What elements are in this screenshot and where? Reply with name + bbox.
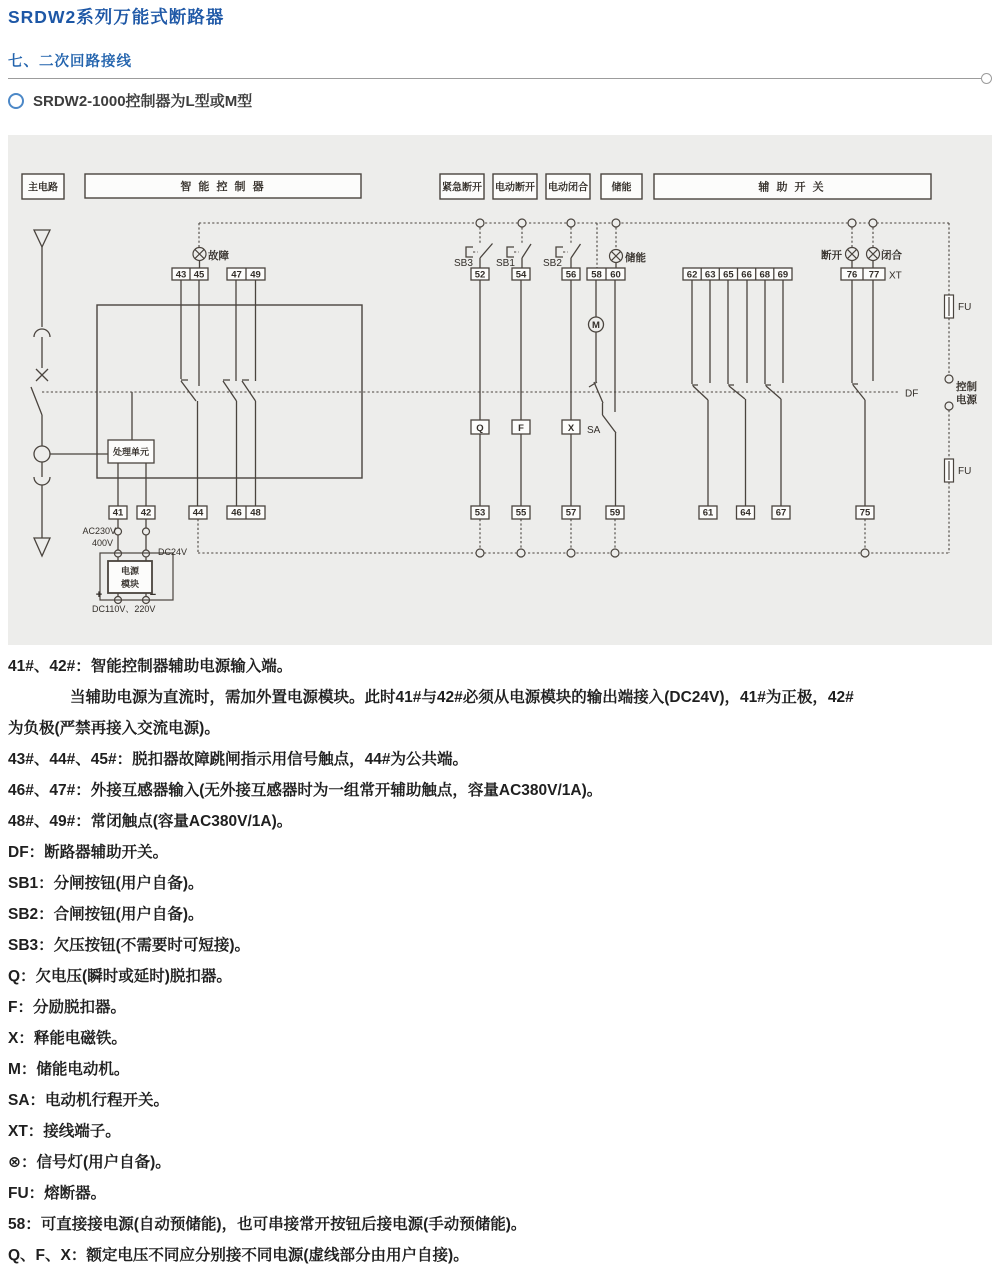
section-heading: 七、二次回路接线 bbox=[8, 54, 132, 70]
close-label: 闭合 bbox=[881, 249, 902, 262]
svg-text:48: 48 bbox=[250, 507, 261, 519]
fault-label: 故障 bbox=[208, 250, 229, 262]
svg-text:45: 45 bbox=[193, 269, 205, 281]
note-line: M：储能电动机。 bbox=[8, 1061, 130, 1078]
svg-text:模块: 模块 bbox=[120, 579, 140, 589]
q-label: Q bbox=[476, 423, 484, 434]
svg-text:75: 75 bbox=[859, 507, 871, 519]
svg-text:69: 69 bbox=[777, 269, 789, 281]
sa-label: SA bbox=[587, 425, 601, 436]
note-line: Q、F、X：额定电压不同应分别接不同电源(虚线部分由用户自接)。 bbox=[8, 1247, 469, 1264]
current-transformer-icon bbox=[34, 446, 50, 462]
section-divider bbox=[8, 78, 982, 79]
svg-text:54: 54 bbox=[515, 269, 527, 281]
note-line: 为负极(严禁再接入交流电源)。 bbox=[8, 720, 220, 737]
header-aux-switch: 辅 助 开 关 bbox=[758, 181, 826, 194]
circle-bullet-icon bbox=[8, 93, 24, 109]
sb3-label: SB3 bbox=[454, 258, 473, 269]
svg-text:42: 42 bbox=[140, 507, 152, 519]
svg-text:41: 41 bbox=[112, 507, 124, 519]
fu-lower-label: FU bbox=[958, 466, 972, 477]
sb2-label: SB2 bbox=[543, 258, 562, 269]
svg-text:44: 44 bbox=[192, 507, 204, 519]
svg-text:55: 55 bbox=[515, 507, 527, 519]
energy-label: 储能 bbox=[625, 252, 646, 264]
header-emergency-open: 紧急断开 bbox=[442, 182, 482, 194]
svg-text:77: 77 bbox=[868, 269, 880, 281]
svg-text:63: 63 bbox=[704, 269, 716, 281]
note-line: FU：熔断器。 bbox=[8, 1185, 107, 1202]
svg-text:64: 64 bbox=[740, 507, 751, 519]
f-label: F bbox=[518, 423, 524, 434]
note-line: XT：接线端子。 bbox=[8, 1123, 121, 1140]
svg-text:62: 62 bbox=[686, 269, 698, 281]
svg-text:46: 46 bbox=[231, 507, 242, 519]
svg-text:43: 43 bbox=[175, 269, 187, 281]
note-line: 48#、49#：常闭触点(容量AC380V/1A)。 bbox=[8, 813, 293, 830]
svg-text:59: 59 bbox=[609, 507, 621, 519]
header-motor-open: 电动断开 bbox=[495, 182, 535, 194]
header-main-circuit: 主电路 bbox=[28, 182, 58, 194]
divider-end-circle-icon bbox=[981, 73, 992, 84]
note-line: 41#、42#：智能控制器辅助电源输入端。 bbox=[8, 658, 293, 675]
note-line: 43#、44#、45#：脱扣器故障跳闸指示用信号触点，44#为公共端。 bbox=[8, 751, 468, 768]
page-title: SRDW2系列万能式断路器 bbox=[8, 7, 225, 27]
header-controller: 智 能 控 制 器 bbox=[180, 181, 266, 193]
svg-text:49: 49 bbox=[250, 269, 261, 281]
subtitle: SRDW2-1000控制器为L型或M型 bbox=[33, 93, 253, 110]
processing-unit-label: 处理单元 bbox=[112, 447, 150, 457]
svg-text:58: 58 bbox=[591, 269, 602, 281]
note-line: SB1：分闸按钮(用户自备)。 bbox=[8, 875, 204, 892]
note-line: F：分励脱扣器。 bbox=[8, 999, 126, 1016]
wiring-diagram bbox=[0, 135, 1000, 645]
df-label: DF bbox=[905, 388, 919, 400]
svg-text:67: 67 bbox=[775, 507, 787, 519]
svg-text:47: 47 bbox=[231, 269, 242, 281]
svg-text:−: − bbox=[149, 589, 157, 601]
motor-letter: M bbox=[592, 320, 600, 331]
note-line: 58：可直接接电源(自动预储能)，也可串接常开按钮后接电源(手动预储能)。 bbox=[8, 1216, 527, 1233]
header-boxes bbox=[22, 174, 931, 199]
note-line: SB2：合闸按钮(用户自备)。 bbox=[8, 906, 204, 923]
note-line: SA：电动机行程开关。 bbox=[8, 1092, 170, 1109]
sb1-label: SB1 bbox=[496, 258, 515, 269]
ac-voltage-label: AC230V bbox=[82, 526, 116, 536]
note-line: ⊗：信号灯(用户自备)。 bbox=[8, 1154, 171, 1171]
subtitle-row bbox=[8, 90, 252, 111]
svg-text:66: 66 bbox=[741, 269, 752, 281]
control-power-label2: 电源 bbox=[956, 394, 977, 406]
dc110-label: DC110V、220V bbox=[92, 604, 156, 614]
open-label: 断开 bbox=[821, 249, 842, 262]
svg-text:60: 60 bbox=[610, 269, 621, 281]
header-store-energy: 储能 bbox=[611, 182, 632, 194]
svg-text:61: 61 bbox=[702, 507, 714, 519]
svg-text:+: + bbox=[95, 589, 103, 601]
svg-text:68: 68 bbox=[759, 269, 771, 281]
note-line: 当辅助电源为直流时，需加外置电源模块。此时41#与42#必须从电源模块的输出端接入(DC24V)，41#为正极，42# bbox=[70, 689, 854, 706]
note-line: 46#、47#：外接互感器输入(无外接互感器时为一组常开辅助触点，容量AC380V/1A)。 bbox=[8, 782, 603, 799]
x-label: X bbox=[567, 423, 575, 434]
diagram-panel bbox=[8, 135, 992, 645]
dc24-label: DC24V bbox=[158, 547, 188, 557]
ac-voltage-label2: 400V bbox=[91, 538, 113, 548]
svg-text:53: 53 bbox=[474, 507, 486, 519]
note-line: SB3：欠压按钮(不需要时可短接)。 bbox=[8, 937, 250, 954]
note-line: DF：断路器辅助开关。 bbox=[8, 844, 169, 861]
note-line: X：释能电磁铁。 bbox=[8, 1030, 127, 1047]
legend-notes bbox=[8, 651, 998, 1271]
xt-label: XT bbox=[889, 270, 902, 282]
svg-text:76: 76 bbox=[846, 269, 858, 281]
release-boxes bbox=[471, 420, 580, 434]
svg-text:56: 56 bbox=[565, 269, 577, 281]
svg-text:57: 57 bbox=[565, 507, 577, 519]
svg-text:65: 65 bbox=[723, 269, 734, 281]
note-line: Q：欠电压(瞬时或延时)脱扣器。 bbox=[8, 968, 232, 985]
header-motor-close: 电动闭合 bbox=[548, 182, 588, 194]
control-power-label1: 控制 bbox=[956, 381, 977, 393]
svg-text:电源: 电源 bbox=[120, 566, 140, 576]
fu-upper-label: FU bbox=[958, 302, 972, 313]
svg-text:52: 52 bbox=[474, 269, 486, 281]
